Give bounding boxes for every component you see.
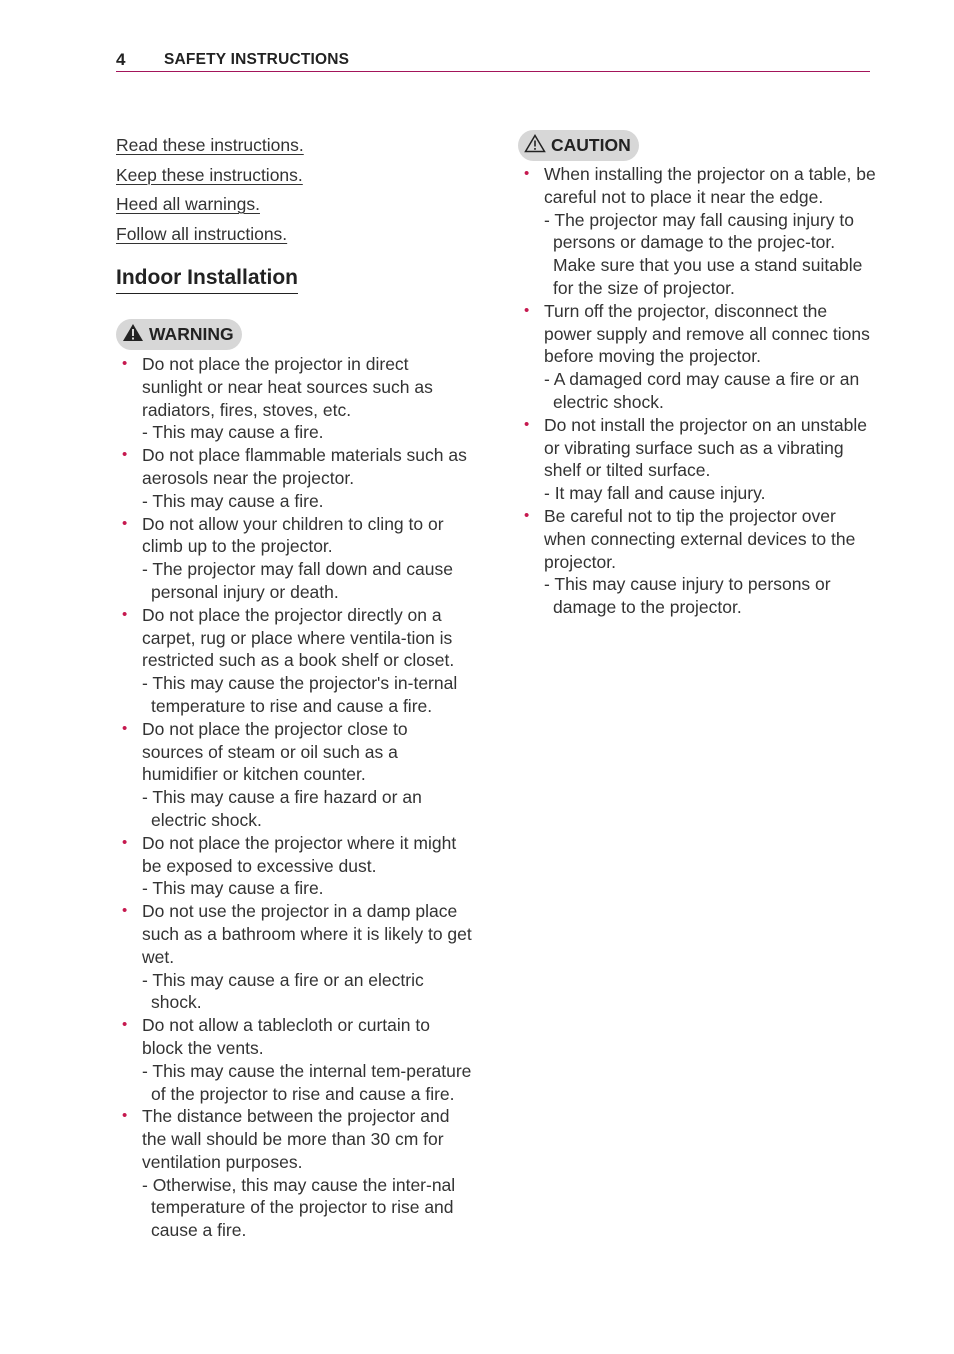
instruction-read: Read these instructions.: [116, 135, 304, 155]
bullet-icon: •: [122, 514, 128, 532]
right-column: [518, 130, 878, 619]
list-item: • Do not place the projector close to sources of steam or oil such as a humidifier or kitchen counter. - This may cause a fire hazard or an electric shock.: [122, 718, 422, 830]
bullet-icon: •: [524, 301, 530, 319]
instruction-follow: Follow all instructions.: [116, 223, 288, 244]
bullet-icon: •: [122, 605, 128, 623]
page-number: 4: [116, 50, 126, 69]
section-title: SAFETY INSTRUCTIONS: [164, 51, 350, 68]
list-item: • Do not place the projector directly on a carpet, rug or place where ventila-tion is restricted such as a book shelf or closet. - This may cause the projector's in-ternal temperature to rise and cause a fire.: [122, 604, 458, 716]
instruction-keep: Keep these instructions.: [116, 164, 303, 185]
caution-list: [518, 163, 878, 619]
bullet-icon: •: [524, 165, 530, 182]
list-item: • Do not place flammable materials such as aerosols near the projector. - This may cause a fire.: [122, 445, 467, 511]
list-item: • When installing the projector on a table, be careful not to place it near the edge. - The projector may fall causing injury to persons or damage to the projec-tor. Make sure that you use a stand suitable for the size of projector.: [524, 164, 876, 298]
indoor-installation-heading: Indoor Installation: [116, 264, 298, 294]
list-item: • The distance between the projector and the wall should be more than 30 cm for ventilation purposes. - Otherwise, this may cause the inter-nal temperature of the projector to rise and cause a fire.: [122, 1106, 456, 1241]
caution-label: CAUTION: [551, 135, 631, 155]
bullet-icon: •: [122, 446, 128, 464]
bullet-icon: •: [122, 1107, 128, 1125]
left-column: [116, 131, 472, 1242]
bullet-icon: •: [524, 415, 530, 433]
warning-badge: [116, 319, 242, 350]
list-item: • Do not place the projector where it might be exposed to excessive dust. - This may cause a fire.: [122, 832, 457, 899]
list-item: • Turn off the projector, disconnect the power supply and remove all connec tions before moving the projector. - A damaged cord may cause a fire or an electric shock.: [524, 300, 870, 412]
list-item: • Be careful not to tip the projector over when connecting external devices to the projector. - This may cause injury to persons or damage to the projector.: [524, 505, 856, 618]
bullet-icon: •: [122, 1016, 128, 1034]
list-item: • Do not place the projector in direct sunlight or near heat sources such as radiators, fires, stoves, etc. - This may cause a fire.: [122, 354, 433, 443]
page-header: [116, 48, 870, 72]
instruction-heed: Heed all warnings.: [116, 194, 260, 214]
list-item: • Do not use the projector in a damp place such as a bathroom where it is likely to get wet. - This may cause a fire or an electric shock.: [122, 901, 472, 1013]
list-item: • Do not allow your children to cling to or climb up to the projector. - The projector may fall down and cause personal injury or death.: [122, 513, 453, 602]
warning-list: [116, 353, 472, 1242]
warning-label: WARNING: [149, 324, 234, 344]
caution-badge: [518, 130, 639, 161]
caution-triangle-outline-icon: [524, 134, 546, 158]
bullet-icon: •: [122, 719, 128, 737]
list-item: • Do not allow a tablecloth or curtain to block the vents. - This may cause the internal tem-perature of the projector to rise and cause a fire.: [122, 1015, 472, 1104]
bullet-icon: •: [122, 355, 128, 372]
instructions-list: [116, 131, 472, 249]
bullet-icon: •: [122, 833, 128, 851]
warning-triangle-filled-icon: [122, 323, 144, 347]
bullet-icon: •: [524, 506, 530, 524]
bullet-icon: •: [122, 902, 128, 920]
list-item: • Do not install the projector on an unstable or vibrating surface such as a vibrating shelf or tilted surface. - It may fall and cause injury.: [524, 414, 867, 504]
